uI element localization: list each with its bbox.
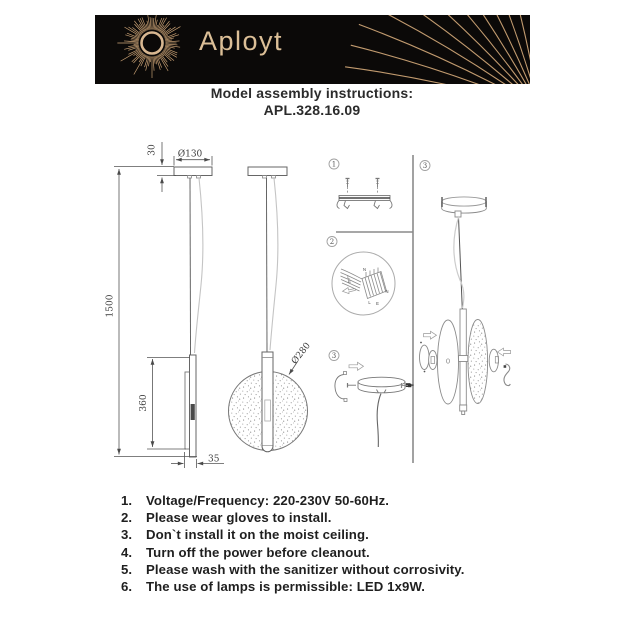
list-item (121, 492, 465, 509)
list-item-number: 5. (121, 561, 133, 577)
disc-front (438, 320, 459, 404)
dim-shade-diameter: Ø280 (289, 341, 313, 367)
arrow-icon (343, 288, 356, 294)
front-view (229, 167, 308, 452)
list-item-number: 4. (121, 544, 133, 560)
dim-canopy-height: 30 (147, 144, 158, 156)
list-item-text: Turn off the power before cleanout. (146, 544, 370, 560)
dim-fixture-depth: 35 (208, 454, 220, 465)
step3-canopy-drawing (335, 362, 414, 447)
instructions-list (121, 492, 465, 595)
step1-bracket-drawing (337, 179, 392, 209)
list-item (121, 578, 465, 595)
step-2-number: 2 (329, 238, 335, 246)
list-item-number: 6. (121, 579, 133, 595)
brand-name: Aployt (199, 26, 284, 56)
sheet-title: Model assembly instructions: (210, 85, 414, 101)
svg-text:N: N (362, 267, 367, 272)
step3-exploded-drawing (402, 197, 511, 415)
list-item (121, 526, 465, 543)
list-item-text: The use of lamps is permissible: LED 1x9W. (146, 579, 426, 595)
list-item-number: 1. (121, 493, 133, 508)
dim-fixture-height: 360 (139, 394, 149, 412)
svg-text:E: E (348, 279, 351, 284)
step-3b-number: 3 (422, 162, 428, 170)
list-item-number: 3. (121, 527, 133, 543)
step2-wiring-drawing (332, 252, 395, 315)
list-item-text: Don`t install it on the moist ceiling. (146, 527, 369, 543)
svg-text:N: N (385, 289, 389, 294)
dim-canopy-diameter: Ø130 (177, 149, 203, 160)
dim-total-height: 1500 (105, 294, 116, 318)
list-item (121, 544, 465, 561)
svg-text:E: E (376, 301, 379, 306)
arrow-icon (424, 331, 437, 339)
svg-text:L: L (368, 300, 371, 305)
arrow-icon (498, 348, 511, 356)
step-3-number: 3 (331, 352, 337, 360)
list-item (121, 509, 465, 526)
arrow-icon (349, 362, 364, 370)
list-item-number: 2. (121, 510, 133, 526)
side-view (174, 167, 212, 457)
list-item-text: Voltage/Frequency: 220-230V 50-60Hz. (146, 493, 390, 508)
svg-text:L: L (347, 274, 350, 280)
step-1-number: 1 (331, 160, 337, 169)
disc-back (468, 320, 488, 404)
model-number: APL.328.16.09 (263, 101, 361, 118)
list-item-text: Please wash with the sanitizer without corrosivity. (146, 561, 465, 577)
list-item-text: Please wear gloves to install. (146, 510, 332, 526)
list-item (121, 561, 465, 578)
